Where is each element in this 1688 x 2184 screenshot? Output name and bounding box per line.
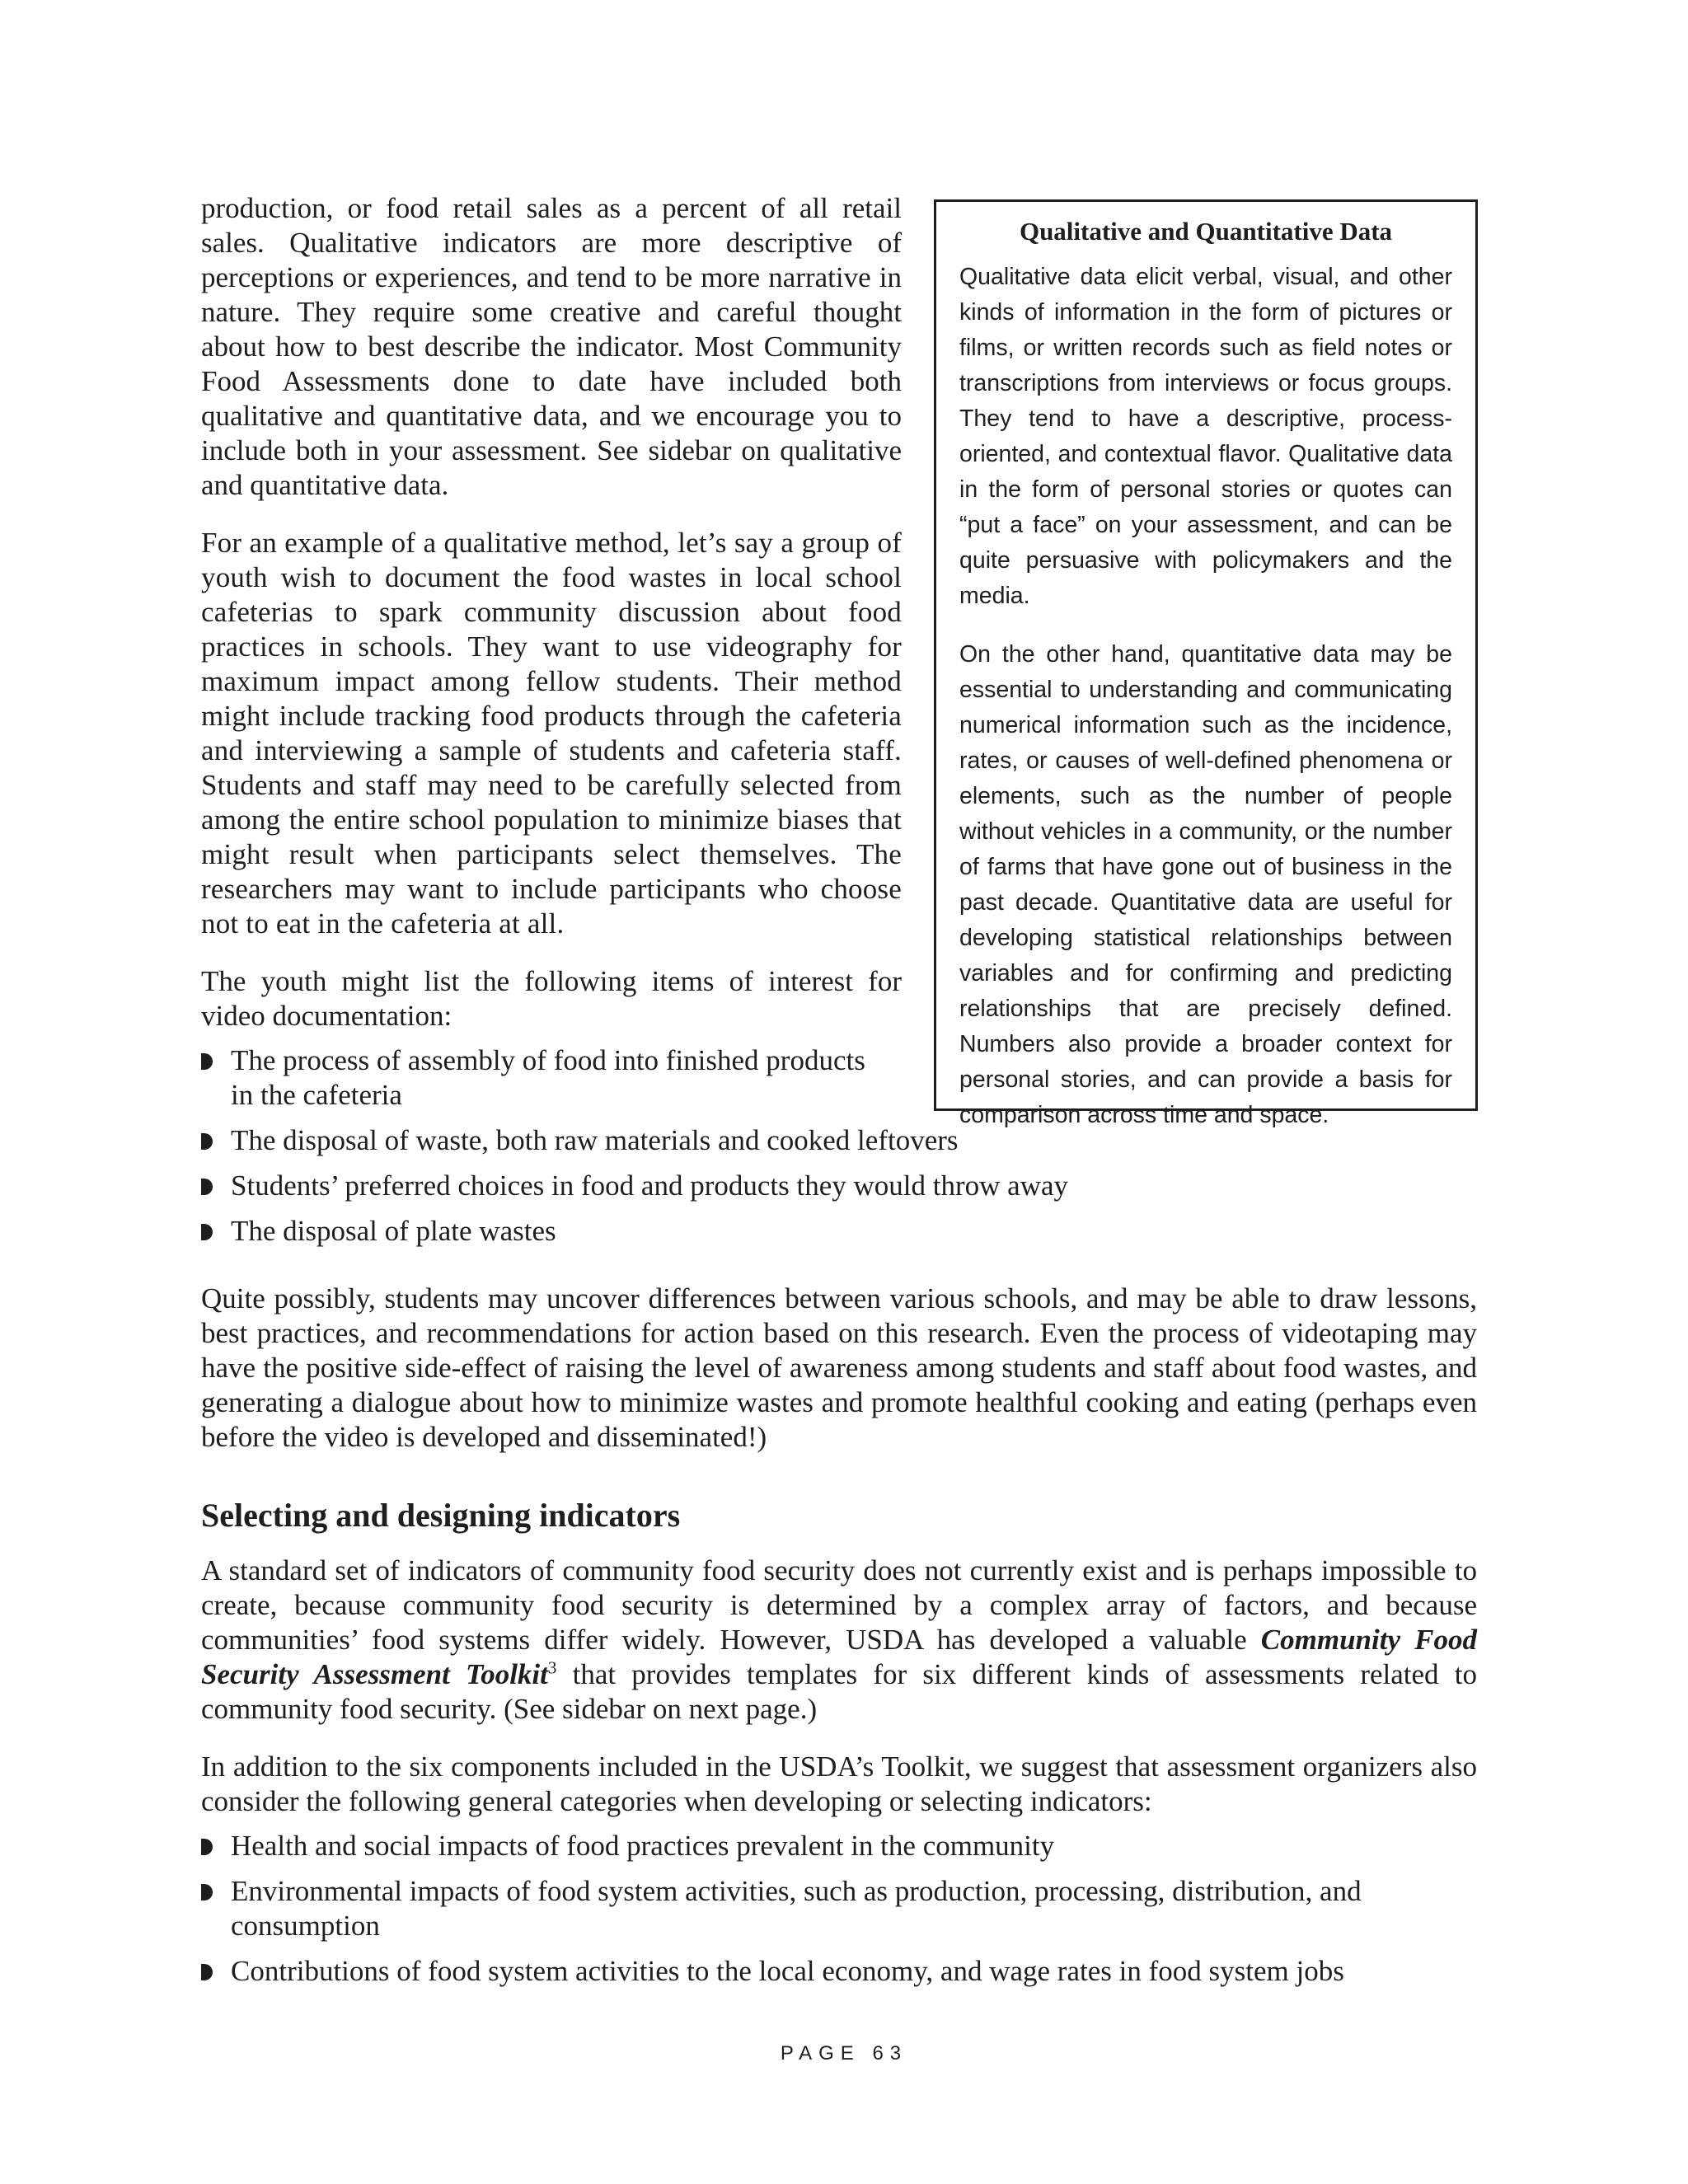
half-circle-bullet-icon xyxy=(201,1884,213,1900)
half-circle-bullet-icon xyxy=(201,1224,213,1240)
half-circle-bullet-icon xyxy=(201,1053,213,1070)
list-item-text: The disposal of plate wastes xyxy=(231,1215,556,1247)
list-item-text: The process of assembly of food into finished products in the cafeteria xyxy=(231,1044,865,1111)
list-item-text: The disposal of waste, both raw materials and cooked leftovers xyxy=(231,1124,959,1156)
list-item-text: Environmental impacts of food system activities, such as production, processing, distribution, and consumption xyxy=(231,1875,1362,1942)
list-item xyxy=(201,1169,1355,1203)
toolkit-title: Community Food Security Assessment Toolkit xyxy=(201,1624,1477,1690)
indicators-paragraph xyxy=(201,1554,1477,1727)
list-item-text: Health and social impacts of food practices prevalent in the community xyxy=(231,1830,1055,1862)
half-circle-bullet-icon xyxy=(201,1964,213,1980)
intro-paragraph: production, or food retail sales as a percent of all retail sales. Qualitative indicators are more descriptive of perceptions or experiences, and tend to be more narrative in nature. They require some creative and careful thought about how to best describe the indicator. Most Community Food Assessments done to date have included both qualitative and quantitative data, and we encourage you to include both in your assessment. See sidebar on qualitative and quantitative data. xyxy=(201,192,902,501)
conclusion-paragraph: Quite possibly, students may uncover differences between various schools, and may be able to draw lessons, best practices, and recommendations for action based on this research. Even the process of videotaping may have the positive side-effect of raising the level of awareness among students and staff about food wastes, and generating a dialogue about how to minimize wastes and promote healthful cooking and eating (perhaps even before the video is developed and disseminated!) xyxy=(201,1282,1477,1453)
list-item xyxy=(201,1954,1477,1989)
qualitative-quantitative-sidebar xyxy=(934,199,1478,1128)
categories-intro-paragraph: In addition to the six components included in the USDA’s Toolkit, we suggest that assessment organizers also consider the following general categories when developing or selecting indicators: xyxy=(201,1750,1477,1817)
conclusion-block xyxy=(201,1282,1477,1478)
list-item xyxy=(201,1043,882,1113)
example-paragraph: For an example of a qualitative method, let’s say a group of youth wish to document the food wastes in local school cafeterias to spark community discussion about food practices in schools. They want to use videography for maximum impact among fellow students. Their method might include tracking food products through the cafeteria and interviewing a sample of students and cafeteria staff. Students and staff may need to be carefully selected from among the entire school population to minimize biases that might result when participants select themselves. The researchers may want to include participants who choose not to eat in the cafeteria at all. xyxy=(201,527,902,940)
list-intro-paragraph: The youth might list the following items of interest for video documentation: xyxy=(201,965,902,1032)
half-circle-bullet-icon xyxy=(201,1133,213,1150)
half-circle-bullet-icon xyxy=(201,1179,213,1195)
sidebar-qualitative-paragraph: Qualitative data elicit verbal, visual, and other kinds of information in the form of pictures or films, or written records such as field notes or transcriptions from interviews or focus groups. They tend to have a descriptive, process-oriented, and contextual flavor. Qualitative data in the form of personal stories or quotes can “put a face” on your assessment, and can be quite persuasive with policymakers and the media. xyxy=(959,264,1452,609)
list-item-text: Students’ preferred choices in food and products they would throw away xyxy=(231,1169,1069,1202)
sidebar-title: Qualitative and Quantitative Data xyxy=(1019,217,1393,246)
footnote-mark: 3 xyxy=(547,1657,557,1678)
half-circle-bullet-icon xyxy=(201,1839,213,1855)
list-item xyxy=(201,1829,1477,1863)
section-body xyxy=(201,1554,1477,1999)
page-number: PAGE 63 xyxy=(780,2042,908,2064)
indicators-paragraph-end: that provides templates for six different kinds of assessments related to community food security. (See sidebar on next page.) xyxy=(201,1658,1477,1725)
section-heading: Selecting and designing indicators xyxy=(201,1497,681,1534)
list-item xyxy=(201,1214,1355,1249)
list-item-text: Contributions of food system activities to the local economy, and wage rates in food system jobs xyxy=(231,1955,1344,1987)
sidebar-quantitative-paragraph: On the other hand, quantitative data may be essential to understanding and communicating numerical information such as the incidence, rates, or causes of well-defined phenomena or elements, such as the number of people without vehicles in a community, or the number of farms that have gone out of business in the past decade. Quantitative data are useful for developing statistical relationships between variables and for confirming and predicting relationships that are precisely defined. Numbers also provide a broader context for personal stories, and can provide a basis for comparison across time and space. xyxy=(959,641,1452,1128)
left-column xyxy=(201,191,1069,1259)
indicators-paragraph-start: A standard set of indicators of community food security does not currently exist and is perhaps impossible to create, because community food security is determined by a complex array of factors, and because communities’ food systems differ widely. However, USDA has developed a valuable xyxy=(201,1554,1477,1656)
categories-list xyxy=(201,1829,1477,1989)
list-item xyxy=(201,1874,1477,1943)
